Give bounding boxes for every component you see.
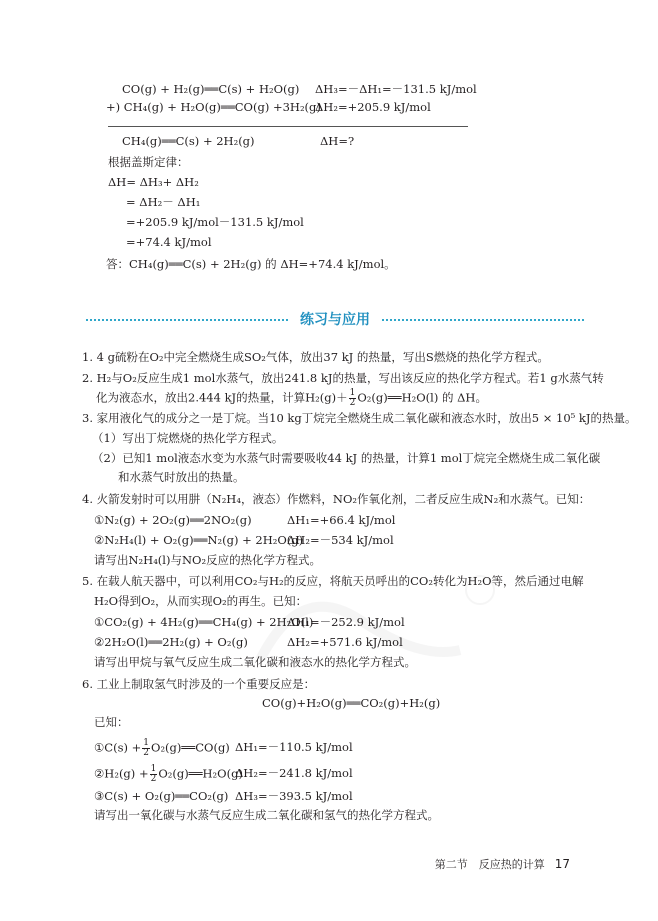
fraction-numerator: 1	[349, 388, 356, 398]
exercise-5-line-2: H₂O得到O₂，从而实现O₂的再生。已知：	[94, 594, 308, 608]
fraction-one-half	[349, 389, 357, 408]
exercise-5-equation-2: ②2H₂O(l)══2H₂(g) + O₂(g)	[94, 635, 248, 649]
calc-step-1: ΔH= ΔH₃+ ΔH₂	[108, 175, 199, 189]
example-equation-2: +) CH₄(g) + H₂O(g)══CO(g) +3H₂(g)	[106, 100, 321, 114]
example-answer: 答：CH₄(g)══C(s) + 2H₂(g) 的 ΔH=+74.4 kJ/mol。	[106, 257, 396, 271]
footer-section-name: 第二节 反应热的计算	[434, 858, 545, 871]
fraction-denominator: 2	[143, 748, 150, 758]
exercise-5-equation-1-enthalpy: ΔH₁=－252.9 kJ/mol	[287, 615, 405, 629]
fraction-numerator: 1	[150, 764, 157, 774]
example-equation-1: CO(g) + H₂(g)══C(s) + H₂O(g)	[122, 82, 300, 96]
exercise-6-equation-3: ③C(s) + O₂(g)══CO₂(g)	[94, 789, 229, 803]
exercise-5-equation-1: ①CO₂(g) + 4H₂(g)══CH₄(g) + 2H₂O(l)	[94, 615, 314, 629]
exercise-6-eq2-post: O₂(g)══H₂O(g)	[158, 766, 243, 781]
exercise-6: 6. 工业上制取氢气时涉及的一个重要反应是：	[82, 677, 316, 691]
exercise-6-main-equation: CO(g)+H₂O(g)══CO₂(g)+H₂(g)	[262, 696, 441, 710]
exercise-6-equation-3-enthalpy: ΔH₃=－393.5 kJ/mol	[235, 789, 353, 803]
exercise-6-equation-2	[94, 765, 243, 784]
exercise-6-ask: 请写出一氧化碳与水蒸气反应生成二氧化碳和氢气的热化学方程式。	[94, 808, 439, 822]
exercise-3-part-2-line-2: 和水蒸气时放出的热量。	[118, 470, 245, 484]
exercise-6-eq2-pre: ②H₂(g) +	[94, 766, 149, 781]
example-equation-2-enthalpy: ΔH₂=+205.9 kJ/mol	[315, 100, 431, 114]
exercise-2-line-1: 2. H₂与O₂反应生成1 mol水蒸气，放出241.8 kJ的热量，写出该反应的热化学方程式。若1 g水蒸气转	[82, 371, 604, 385]
calc-step-4: =+74.4 kJ/mol	[126, 235, 212, 249]
example-equation-3: CH₄(g)══C(s) + 2H₂(g)	[122, 134, 255, 148]
hess-law-label: 根据盖斯定律：	[108, 155, 189, 169]
exercise-6-equation-1	[94, 739, 230, 758]
fraction-one-half	[150, 765, 158, 784]
exercise-6-equation-2-enthalpy: ΔH₂=－241.8 kJ/mol	[235, 766, 353, 780]
exercise-4-equation-2: ②N₂H₄(l) + O₂(g)══N₂(g) + 2H₂O(g)	[94, 533, 304, 547]
fraction-denominator: 2	[150, 774, 157, 784]
fraction-denominator: 2	[349, 398, 356, 408]
exercise-2-text-pre: 化为液态水，放出2.444 kJ的热量，计算H₂(g)＋	[96, 390, 348, 405]
page-number: 17	[554, 857, 570, 871]
example-equation-1-enthalpy: ΔH₃=－ΔH₁=－131.5 kJ/mol	[315, 82, 477, 96]
exercise-2-text-post: O₂(g)══H₂O(l) 的 ΔH。	[357, 390, 487, 405]
section-heading-bar	[86, 310, 584, 330]
exercise-6-eq1-pre: ①C(s) +	[94, 740, 142, 755]
page-footer	[435, 856, 570, 872]
exercise-4-equation-1-enthalpy: ΔH₁=+66.4 kJ/mol	[287, 513, 396, 527]
exercise-3-part-2-line-1: （2）已知1 mol液态水变为水蒸气时需要吸收44 kJ 的热量，计算1 mol丁烷完全燃烧生成二氧化碳	[92, 451, 601, 465]
exercise-4-ask: 请写出N₂H₄(l)与NO₂反应的热化学方程式。	[94, 553, 322, 567]
example-equation-3-enthalpy: ΔH=?	[320, 134, 355, 148]
exercise-6-eq1-post: O₂(g)══CO(g)	[151, 740, 230, 755]
exercise-4: 4. 火箭发射时可以用肼（N₂H₄，液态）作燃料，NO₂作氧化剂，二者反应生成N₂和水蒸气。已知：	[82, 492, 591, 506]
calc-step-2: = ΔH₂－ ΔH₁	[126, 195, 201, 209]
calc-step-3: =+205.9 kJ/mol－131.5 kJ/mol	[126, 215, 304, 229]
exercise-6-equation-1-enthalpy: ΔH₁=－110.5 kJ/mol	[235, 740, 353, 754]
exercise-5-ask: 请写出甲烷与氧气反应生成二氧化碳和液态水的热化学方程式。	[94, 655, 416, 669]
exercise-2-line-2	[96, 389, 487, 408]
exercise-6-known: 已知：	[94, 715, 129, 729]
exercise-3: 3. 家用液化气的成分之一是丁烷。当10 kg丁烷完全燃烧生成二氧化碳和液态水时，放出5 × 10⁵ kJ的热量。	[82, 411, 637, 425]
exercise-4-equation-2-enthalpy: ΔH₂=－534 kJ/mol	[287, 533, 394, 547]
exercise-3-part-1: （1）写出丁烷燃烧的热化学方程式。	[92, 431, 284, 445]
exercise-5-equation-2-enthalpy: ΔH₂=+571.6 kJ/mol	[287, 635, 403, 649]
fraction-numerator: 1	[143, 738, 150, 748]
fraction-one-half	[142, 739, 150, 758]
exercise-1: 1. 4 g硫粉在O₂中完全燃烧生成SO₂气体，放出37 kJ 的热量，写出S燃烧的热化学方程式。	[82, 350, 549, 364]
sum-rule-line	[108, 126, 468, 127]
exercise-4-equation-1: ①N₂(g) + 2O₂(g)══2NO₂(g)	[94, 513, 252, 527]
section-title: 练习与应用	[290, 310, 380, 330]
exercise-5-line-1: 5. 在载人航天器中，可以利用CO₂与H₂的反应，将航天员呼出的CO₂转化为H₂O等，然后通过电解	[82, 574, 584, 588]
